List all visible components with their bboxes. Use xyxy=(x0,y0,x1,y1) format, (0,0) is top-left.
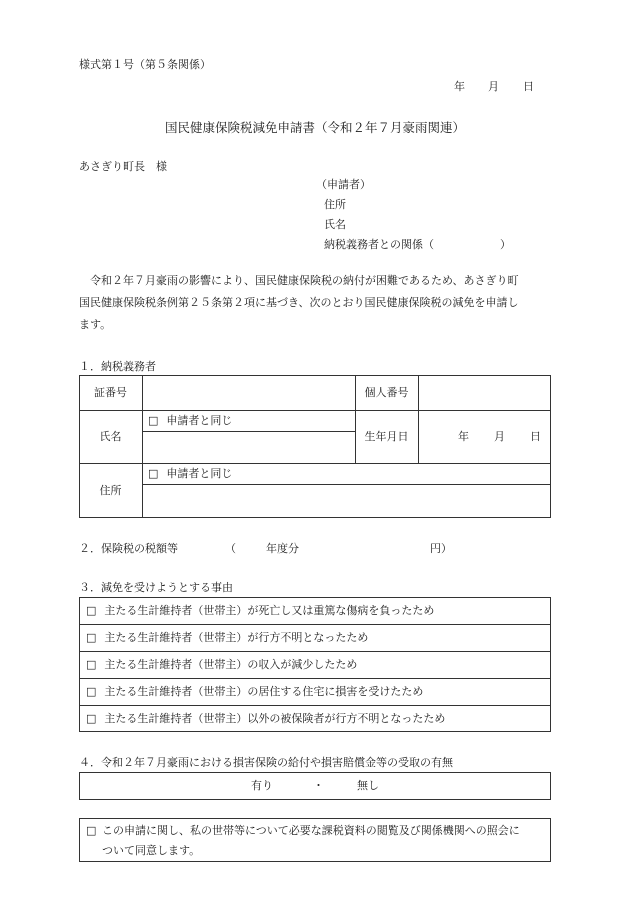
birth-year-label: 年 xyxy=(458,429,469,443)
address-same-as-applicant-label: 申請者と同じ xyxy=(166,466,233,480)
personal-number-field[interactable] xyxy=(419,376,550,409)
checkbox-icon[interactable]: □ xyxy=(148,413,159,427)
cert-number-field[interactable] xyxy=(143,376,354,409)
reason-option[interactable] xyxy=(86,651,357,678)
reason-label: 主たる生計維持者（世帯主）の収入が減少したため xyxy=(104,657,358,671)
date-month-label: 月 xyxy=(488,80,499,93)
tax-open-paren: （ xyxy=(225,542,236,555)
reason-label: 主たる生計維持者（世帯主）の居住する住宅に損害を受けたため xyxy=(104,684,424,698)
checkbox-icon[interactable]: □ xyxy=(86,684,97,698)
checkbox-icon[interactable]: □ xyxy=(86,630,97,644)
applicant-name-label: 氏名 xyxy=(324,218,346,231)
taxpayer-name-field[interactable] xyxy=(143,432,354,462)
reason-option[interactable] xyxy=(86,624,368,651)
reason-label: 主たる生計維持者（世帯主）が行方不明となったため xyxy=(104,630,369,644)
reason-option[interactable] xyxy=(86,705,445,732)
taxpayer-address-label: 住所 xyxy=(99,483,122,497)
cert-number-label: 証番号 xyxy=(94,385,127,399)
addressee: あさぎり町長 様 xyxy=(79,160,167,173)
section4-heading: ４．令和２年７月豪雨における損害保険の給付や損害賠償金等の受取の有無 xyxy=(79,756,453,769)
applicant-heading: （申請者） xyxy=(316,178,371,191)
form-number: 様式第１号（第５条関係） xyxy=(79,58,211,71)
insurance-yes-option[interactable]: 有り xyxy=(251,779,273,793)
name-same-as-applicant-label: 申請者と同じ xyxy=(166,413,233,427)
birthdate-label: 生年月日 xyxy=(364,429,409,443)
reason-label: 主たる生計維持者（世帯主）が死亡し又は重篤な傷病を負ったため xyxy=(104,603,435,617)
reason-option[interactable] xyxy=(86,597,434,624)
consent-checkbox[interactable]: □ xyxy=(86,824,97,837)
checkbox-icon[interactable]: □ xyxy=(86,603,97,617)
taxpayer-name-label: 氏名 xyxy=(99,429,122,443)
insurance-no-option[interactable]: 無し xyxy=(357,779,379,793)
address-same-as-applicant[interactable] xyxy=(148,463,232,484)
taxpayer-address-field[interactable] xyxy=(143,485,550,517)
intro-line-2: 国民健康保険税条例第２５条第２項に基づき、次のとおり国民健康保険税の減免を申請し xyxy=(79,296,519,309)
consent-text-line-1: この申請に関し、私の世帯等について必要な課税資料の閲覧及び関係機関への照会に xyxy=(102,824,520,837)
reason-option[interactable] xyxy=(86,678,423,705)
checkbox-icon[interactable]: □ xyxy=(86,711,97,725)
birth-month-label: 月 xyxy=(494,429,505,443)
consent-text-line-2: ついて同意します。 xyxy=(102,844,201,857)
section2-heading: ２．保険税の税額等 xyxy=(79,542,178,555)
personal-number-label: 個人番号 xyxy=(364,385,409,399)
section1-heading: １．納税義務者 xyxy=(79,360,156,373)
intro-line-3: ます。 xyxy=(79,318,112,331)
birth-day-label: 日 xyxy=(530,429,541,443)
section3-heading: ３．減免を受けようとする事由 xyxy=(79,581,233,594)
reason-label: 主たる生計維持者（世帯主）以外の被保険者が行方不明となったため xyxy=(104,711,446,725)
applicant-relation-label: 納税義務者との関係（ ） xyxy=(324,238,511,251)
date-day-label: 日 xyxy=(523,80,534,93)
document-title: 国民健康保険税減免申請書（令和２年７月豪雨関連） xyxy=(164,120,465,135)
name-same-as-applicant[interactable] xyxy=(148,410,232,431)
checkbox-icon[interactable]: □ xyxy=(86,657,97,671)
fiscal-year-label: 年度分 xyxy=(266,542,299,555)
intro-line-1: 令和２年７月豪雨の影響により、国民健康保険税の納付が困難であるため、あさぎり町 xyxy=(79,274,519,287)
insurance-separator: ・ xyxy=(313,779,324,793)
applicant-address-label: 住所 xyxy=(324,198,346,211)
date-year-label: 年 xyxy=(454,80,465,93)
tax-amount-label: 円） xyxy=(430,542,452,555)
checkbox-icon[interactable]: □ xyxy=(148,466,159,480)
